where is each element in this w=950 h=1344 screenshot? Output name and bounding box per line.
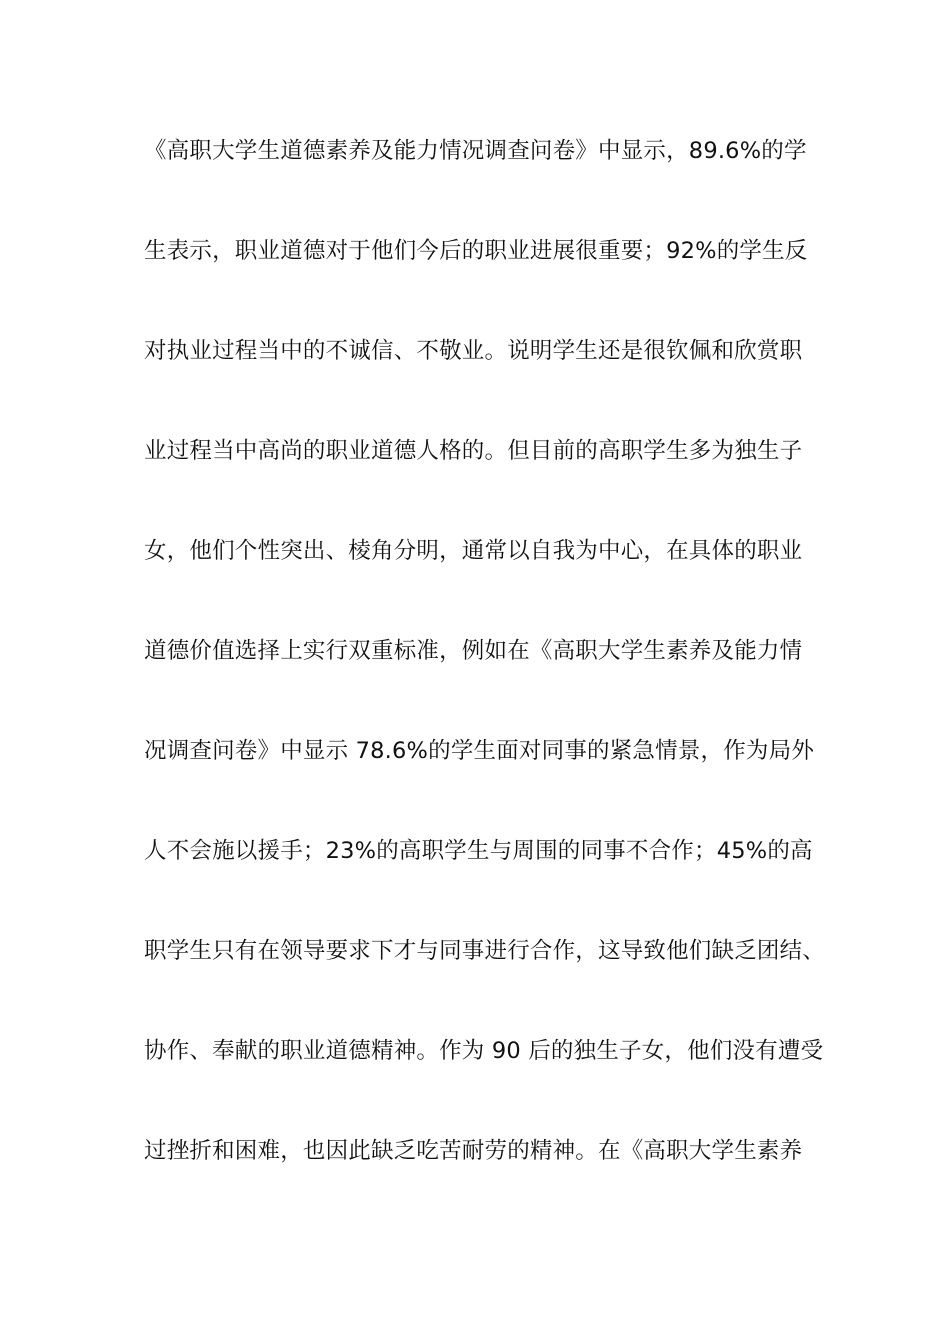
- text-line: 道德价值选择上实行双重标准，例如在《高职大学生素养及能力情: [144, 638, 803, 664]
- text-line: 过挫折和困难，也因此缺乏吃苦耐劳的精神。在《高职大学生素养: [144, 1138, 803, 1164]
- text-line: 《高职大学生道德素养及能力情况调查问卷》中显示，89.6%的学: [144, 138, 807, 164]
- text-line: 生表示，职业道德对于他们今后的职业进展很重要；92%的学生反: [144, 238, 808, 264]
- text-line: 业过程当中高尚的职业道德人格的。但目前的高职学生多为独生子: [144, 438, 803, 464]
- text-line: 对执业过程当中的不诚信、不敬业。说明学生还是很钦佩和欣赏职: [144, 338, 803, 364]
- text-line: 况调查问卷》中显示 78.6%的学生面对同事的紧急情景，作为局外: [144, 738, 815, 764]
- text-line: 协作、奉献的职业道德精神。作为 90 后的独生子女，他们没有遭受: [144, 1038, 824, 1064]
- text-line: 职学生只有在领导要求下才与同事进行合作，这导致他们缺乏团结、: [144, 938, 826, 964]
- text-line: 女，他们个性突出、棱角分明，通常以自我为中心，在具体的职业: [144, 538, 803, 564]
- body-paragraph: [144, 128, 844, 1228]
- text-line: 人不会施以援手；23%的高职学生与周围的同事不合作；45%的高: [144, 838, 813, 864]
